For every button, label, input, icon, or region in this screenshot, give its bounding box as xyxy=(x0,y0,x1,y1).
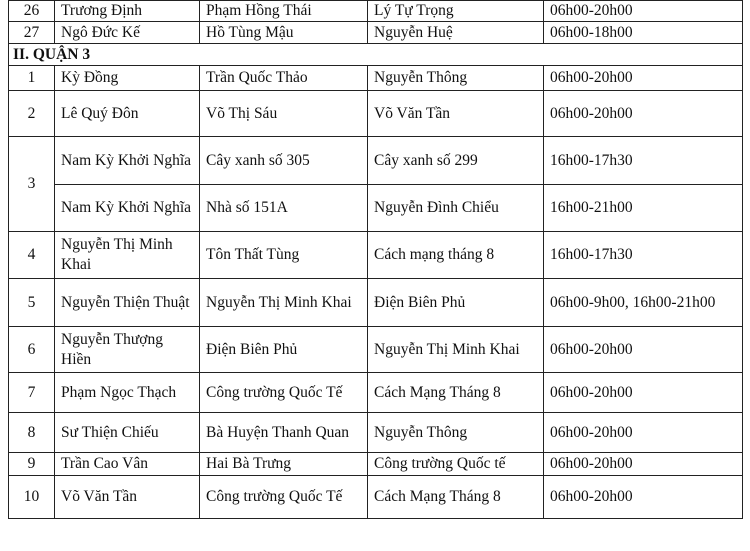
street-name: Trần Cao Vân xyxy=(55,453,200,476)
to-point: Công trường Quốc tế xyxy=(368,453,544,476)
to-point: Nguyễn Thị Minh Khai xyxy=(368,327,544,373)
to-point: Nguyễn Thông xyxy=(368,413,544,453)
to-point: Nguyễn Huệ xyxy=(368,22,544,44)
time-range: 06h00-20h00 xyxy=(544,1,743,22)
time-range: 06h00-20h00 xyxy=(544,413,743,453)
to-point: Nguyễn Thông xyxy=(368,66,544,91)
row-number: 9 xyxy=(9,453,55,476)
from-point: Bà Huyện Thanh Quan xyxy=(200,413,368,453)
street-name: Nguyễn Thượng Hiền xyxy=(55,327,200,373)
table-row xyxy=(9,327,743,373)
row-number: 10 xyxy=(9,476,55,519)
time-range: 06h00-9h00, 16h00-21h00 xyxy=(544,279,743,327)
table-row xyxy=(9,1,743,22)
time-range: 06h00-20h00 xyxy=(544,91,743,137)
row-number: 1 xyxy=(9,66,55,91)
table-row xyxy=(9,66,743,91)
to-point: Cây xanh số 299 xyxy=(368,137,544,185)
table-row xyxy=(9,476,743,519)
time-range: 06h00-20h00 xyxy=(544,453,743,476)
street-name: Võ Văn Tần xyxy=(55,476,200,519)
section-header-row xyxy=(9,44,743,66)
from-point: Hai Bà Trưng xyxy=(200,453,368,476)
table-row xyxy=(9,413,743,453)
street-name: Nam Kỳ Khởi Nghĩa xyxy=(55,185,200,232)
to-point: Cách mạng tháng 8 xyxy=(368,232,544,279)
row-number: 3 xyxy=(9,137,55,232)
time-range: 06h00-18h00 xyxy=(544,22,743,44)
from-point: Nguyễn Thị Minh Khai xyxy=(200,279,368,327)
table-row xyxy=(9,137,743,185)
to-point: Cách Mạng Tháng 8 xyxy=(368,476,544,519)
table-row xyxy=(9,232,743,279)
street-schedule-table xyxy=(8,0,743,519)
time-range: 06h00-20h00 xyxy=(544,327,743,373)
street-name: Nam Kỳ Khởi Nghĩa xyxy=(55,137,200,185)
to-point: Lý Tự Trọng xyxy=(368,1,544,22)
from-point: Trần Quốc Thảo xyxy=(200,66,368,91)
time-range: 06h00-20h00 xyxy=(544,66,743,91)
time-range: 16h00-17h30 xyxy=(544,137,743,185)
table-row xyxy=(9,185,743,232)
row-number: 27 xyxy=(9,22,55,44)
from-point: Tôn Thất Tùng xyxy=(200,232,368,279)
to-point: Nguyễn Đình Chiểu xyxy=(368,185,544,232)
time-range: 06h00-20h00 xyxy=(544,476,743,519)
street-name: Kỳ Đồng xyxy=(55,66,200,91)
from-point: Công trường Quốc Tế xyxy=(200,476,368,519)
street-name: Lê Quý Đôn xyxy=(55,91,200,137)
table-row xyxy=(9,279,743,327)
row-number: 4 xyxy=(9,232,55,279)
from-point: Võ Thị Sáu xyxy=(200,91,368,137)
from-point: Phạm Hồng Thái xyxy=(200,1,368,22)
section-title: II. QUẬN 3 xyxy=(9,44,743,66)
time-range: 06h00-20h00 xyxy=(544,373,743,413)
row-number: 6 xyxy=(9,327,55,373)
table-row xyxy=(9,22,743,44)
from-point: Nhà số 151A xyxy=(200,185,368,232)
row-number: 5 xyxy=(9,279,55,327)
row-number: 26 xyxy=(9,1,55,22)
time-range: 16h00-21h00 xyxy=(544,185,743,232)
street-name: Phạm Ngọc Thạch xyxy=(55,373,200,413)
street-name: Nguyễn Thị Minh Khai xyxy=(55,232,200,279)
street-name: Ngô Đức Kế xyxy=(55,22,200,44)
table-row xyxy=(9,91,743,137)
from-point: Điện Biên Phủ xyxy=(200,327,368,373)
row-number: 7 xyxy=(9,373,55,413)
to-point: Điện Biên Phủ xyxy=(368,279,544,327)
document xyxy=(8,0,743,519)
to-point: Cách Mạng Tháng 8 xyxy=(368,373,544,413)
time-range: 16h00-17h30 xyxy=(544,232,743,279)
table-row xyxy=(9,373,743,413)
to-point: Võ Văn Tần xyxy=(368,91,544,137)
from-point: Cây xanh số 305 xyxy=(200,137,368,185)
street-name: Sư Thiện Chiếu xyxy=(55,413,200,453)
from-point: Công trường Quốc Tế xyxy=(200,373,368,413)
street-name: Trương Định xyxy=(55,1,200,22)
row-number: 2 xyxy=(9,91,55,137)
table-row xyxy=(9,453,743,476)
from-point: Hồ Tùng Mậu xyxy=(200,22,368,44)
street-name: Nguyễn Thiện Thuật xyxy=(55,279,200,327)
row-number: 8 xyxy=(9,413,55,453)
